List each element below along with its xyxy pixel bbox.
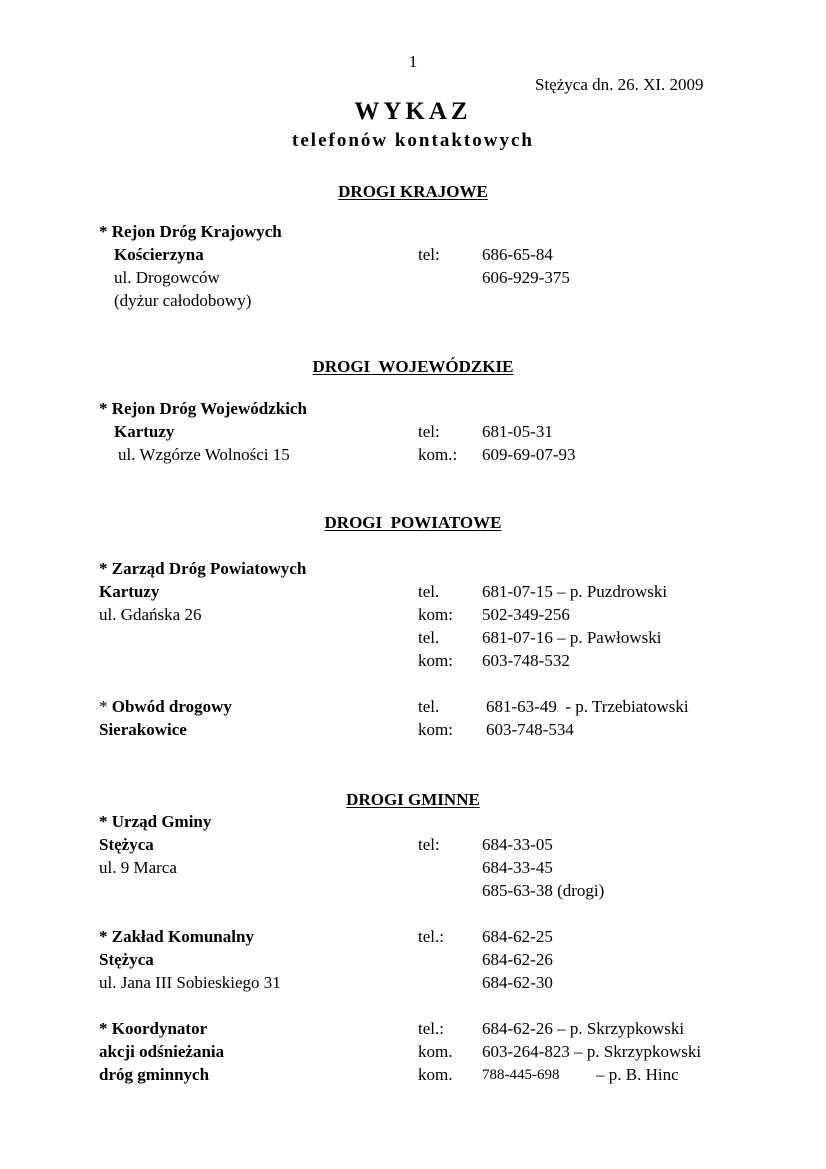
koord-line-2: akcji odśnieżania	[99, 1042, 225, 1061]
zaklad-street: ul. Jana III Sobieskiego 31	[99, 973, 281, 992]
wojewodzkie-tel-label: tel:	[418, 422, 440, 441]
powiatowe-row-value: 502-349-256	[482, 605, 570, 624]
obwod-row-label: kom:	[418, 720, 453, 739]
wojewodzkie-city: Kartuzy	[114, 422, 175, 441]
koord-row-value: 788-445-698	[482, 1067, 560, 1083]
obwod-row-value: 603-748-534	[486, 720, 574, 739]
urzad-phone: 685-63-38	[482, 881, 553, 900]
powiatowe-row-value: 603-748-532	[482, 651, 570, 670]
wojewodzkie-phone-2: 609-69-07-93	[482, 445, 576, 464]
urzad-phone: 684-33-05	[482, 835, 553, 854]
krajowe-note: (dyżur całodobowy)	[114, 291, 252, 310]
obwod-row-label: tel.	[418, 697, 440, 716]
krajowe-street: ul. Drogowców	[114, 268, 220, 287]
zaklad-org: * Zakład Komunalny	[99, 927, 254, 946]
urzad-phone-note: (drogi)	[557, 881, 605, 900]
urzad-city: Stężyca	[99, 835, 154, 854]
koord-hinc: – p. B. Hinc	[596, 1065, 679, 1084]
document-subtitle: telefonów kontaktowych	[292, 130, 534, 151]
zaklad-city: Stężyca	[99, 950, 154, 969]
zaklad-tel-label: tel.:	[418, 927, 444, 946]
powiatowe-street: ul. Gdańska 26	[99, 605, 202, 624]
powiatowe-row-label: tel.	[418, 582, 440, 601]
wojewodzkie-street: ul. Wzgórze Wolności 15	[118, 445, 290, 464]
powiatowe-row-value: 681-07-15 – p. Puzdrowski	[482, 582, 668, 601]
koord-row-label: kom.	[418, 1065, 453, 1084]
document-title: WYKAZ	[354, 98, 472, 125]
powiatowe-org: * Zarząd Dróg Powiatowych	[99, 559, 307, 578]
section-heading-gminne: DROGI GMINNE	[346, 790, 480, 809]
wojewodzkie-phone-1: 681-05-31	[482, 422, 553, 441]
koord-line-1: * Koordynator	[99, 1019, 208, 1038]
krajowe-city: Kościerzyna	[114, 245, 204, 264]
page-number: 1	[408, 52, 418, 71]
zaklad-phone: 684-62-30	[482, 973, 553, 992]
koord-row-label: tel.:	[418, 1019, 444, 1038]
obwod-org: Obwód drogowy	[111, 697, 232, 716]
powiatowe-row-value: 681-07-16 – p. Pawłowski	[482, 628, 662, 647]
section-heading-wojewodzkie: DROGI WOJEWÓDZKIE	[312, 357, 514, 376]
date-line: Stężyca dn. 26. XI. 2009	[535, 75, 704, 94]
section-heading-powiatowe: DROGI POWIATOWE	[324, 513, 502, 532]
urzad-org: * Urząd Gminy	[99, 812, 212, 831]
koord-row-value: 684-62-26 – p. Skrzypkowski	[482, 1019, 685, 1038]
obwod-row-value: 681-63-49 - p. Trzebiatowski	[486, 697, 689, 716]
wojewodzkie-kom-label: kom.:	[418, 445, 458, 464]
obwod-org-line	[99, 697, 232, 717]
powiatowe-row-label: tel.	[418, 628, 440, 647]
zaklad-phone: 684-62-26	[482, 950, 553, 969]
urzad-phone-line	[482, 881, 604, 901]
zaklad-phone: 684-62-25	[482, 927, 553, 946]
obwod-city: Sierakowice	[99, 720, 187, 739]
krajowe-tel-label: tel:	[418, 245, 440, 264]
obwod-star: *	[99, 697, 112, 716]
koord-row-value: 603-264-823 – p. Skrzypkowski	[482, 1042, 702, 1061]
urzad-tel-label: tel:	[418, 835, 440, 854]
koord-row-label: kom.	[418, 1042, 453, 1061]
powiatowe-city: Kartuzy	[99, 582, 160, 601]
section-heading-krajowe: DROGI KRAJOWE	[338, 182, 488, 201]
urzad-phone: 684-33-45	[482, 858, 553, 877]
urzad-street: ul. 9 Marca	[99, 858, 177, 877]
powiatowe-row-label: kom:	[418, 605, 453, 624]
krajowe-phone-2: 606-929-375	[482, 268, 570, 287]
powiatowe-row-label: kom:	[418, 651, 453, 670]
krajowe-org: * Rejon Dróg Krajowych	[99, 222, 282, 241]
krajowe-phone-1: 686-65-84	[482, 245, 553, 264]
wojewodzkie-org: * Rejon Dróg Wojewódzkich	[99, 399, 307, 418]
koord-line-3: dróg gminnych	[99, 1065, 210, 1084]
